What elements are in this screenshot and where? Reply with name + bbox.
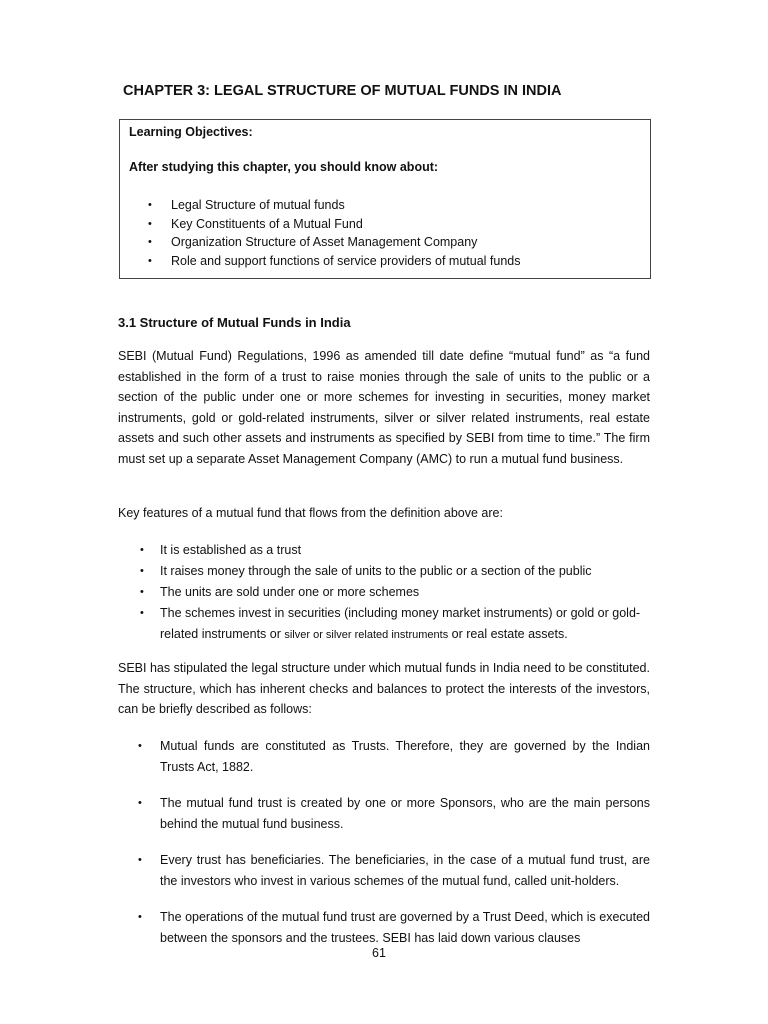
bullet-icon: • <box>140 586 144 598</box>
bullet-icon: • <box>138 911 142 923</box>
objective-item: • Organization Structure of Asset Management Company <box>129 233 521 252</box>
objectives-heading: Learning Objectives: <box>129 125 253 139</box>
legal-structure-paragraph: SEBI has stipulated the legal structure under which mutual funds in India need to be constituted. The structure, which has inherent checks and balances to protect the interests of the investors, can be briefly described as follows: <box>118 661 650 716</box>
bullet-icon: • <box>140 607 144 619</box>
feature-item: • The schemes invest in securities (including money market instruments) or gold or gold-related instruments or silver or silver related instruments or real estate assets. <box>118 603 650 646</box>
objectives-intro: After studying this chapter, you should know about: <box>129 160 439 174</box>
features-intro-paragraph: Key features of a mutual fund that flows from the definition above are: <box>118 506 503 520</box>
objective-item: • Key Constituents of a Mutual Fund <box>129 215 521 234</box>
structure-point: • Mutual funds are constituted as Trusts. Therefore, they are governed by the Indian Trusts Act, 1882. <box>118 736 650 777</box>
bullet-icon: • <box>148 236 152 249</box>
feature-item: • The units are sold under one or more schemes <box>118 582 650 603</box>
bullet-icon: • <box>140 544 144 556</box>
structure-point: • The mutual fund trust is created by one or more Sponsors, who are the main persons behind the mutual fund business. <box>118 793 650 834</box>
key-features-list <box>118 540 650 646</box>
section-title: 3.1 Structure of Mutual Funds in India <box>118 315 351 330</box>
learning-objectives-box <box>119 119 651 279</box>
chapter-title: CHAPTER 3: LEGAL STRUCTURE OF MUTUAL FUNDS IN INDIA <box>123 83 562 99</box>
page-number: 61 <box>372 946 386 960</box>
bullet-icon: • <box>138 797 142 809</box>
structure-point: • Every trust has beneficiaries. The beneficiaries, in the case of a mutual fund trust, are the investors who invest in various schemes of the mutual fund, called unit-holders. <box>118 850 650 891</box>
bullet-icon: • <box>140 565 144 577</box>
bullet-icon: • <box>138 854 142 866</box>
bullet-icon: • <box>148 199 152 211</box>
definition-paragraph: SEBI (Mutual Fund) Regulations, 1996 as amended till date define “mutual fund” as “a fund established in the form of a trust to raise monies through the sale of units to the public or a section of the public under one or more schemes for investing in securities, money market instruments, gold or gold-related instruments, silver or silver related instruments, real estate assets and such other assets and instruments as specified by SEBI from time to time.” The firm must set up a separate Asset Management Company (AMC) to run a mutual fund business. <box>118 349 650 466</box>
structure-points-list <box>118 736 650 964</box>
feature-item: • It raises money through the sale of units to the public or a section of the public <box>118 561 650 582</box>
objective-item: • Role and support functions of service providers of mutual funds <box>129 252 521 271</box>
structure-point: • The operations of the mutual fund trust are governed by a Trust Deed, which is executed between the sponsors and the trustees. SEBI has laid down various clauses <box>118 907 650 948</box>
bullet-icon: • <box>148 217 152 230</box>
objective-item: • Legal Structure of mutual funds <box>129 196 521 215</box>
bullet-icon: • <box>138 740 142 752</box>
objectives-list <box>129 196 521 271</box>
feature-item: • It is established as a trust <box>118 540 650 561</box>
bullet-icon: • <box>148 255 152 268</box>
